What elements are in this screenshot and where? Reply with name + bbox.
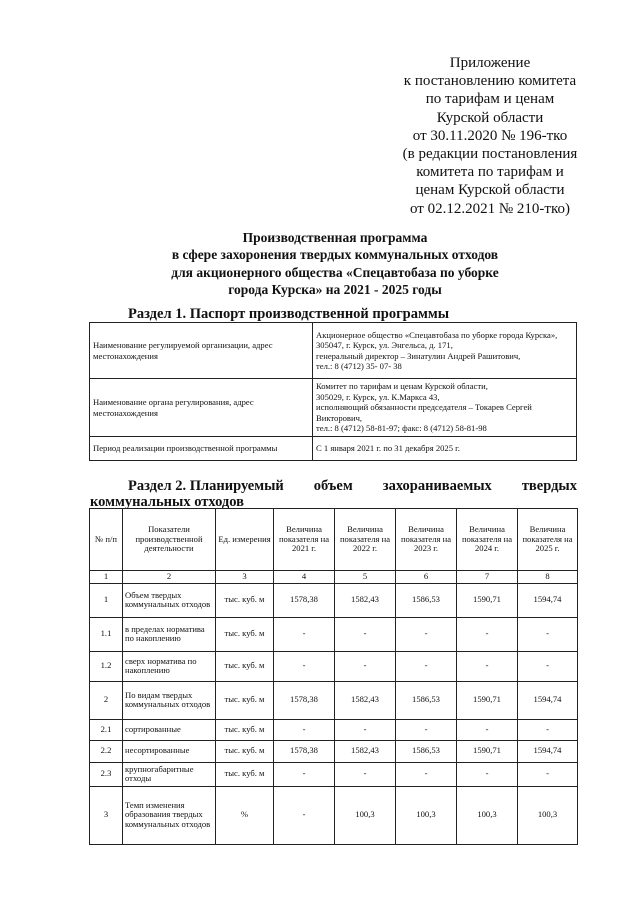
passport-label: Наименование органа регулирования, адрес местонахождения [90,379,313,437]
passport-value [313,323,577,379]
passport-label: Наименование регулируемой организации, адрес местонахождения [90,323,313,379]
appendix-line: комитета по тарифам и [416,164,564,181]
indicator-name: Объем твердых коммунальных отходов [123,583,216,617]
value-cell: - [335,719,396,740]
column-number: 5 [335,571,396,584]
row-number: 2.1 [90,719,123,740]
row-number: 1 [90,583,123,617]
unit-cell: тыс. куб. м [216,740,274,762]
passport-row-organization [90,323,577,379]
value-cell: 1586,53 [396,583,457,617]
column-number: 8 [518,571,578,584]
title-line: города Курска» на 2021 - 2025 годы [228,281,442,297]
value-cell: 1582,43 [335,681,396,719]
indicator-name: сортированные [123,719,216,740]
table-row [90,681,578,719]
value-cell: 1578,38 [274,681,335,719]
column-header: Величина показателя на 2021 г. [274,509,335,571]
section2-heading-line: коммунальных отходов [90,494,244,510]
column-number-row [90,571,578,584]
table-header-row [90,509,578,571]
passport-value-line: Акционерное общество «Спецавтобаза по уборке города Курска», [316,329,558,340]
value-cell: - [274,762,335,786]
title-line: Производственная программа [242,230,428,245]
column-number: 2 [123,571,216,584]
section2-heading-word: захораниваемых [382,478,492,494]
value-cell: - [457,617,518,651]
passport-value [313,437,577,461]
indicator-name: крупногабаритные отходы [123,762,216,786]
appendix-line: Курской области [436,109,544,126]
appendix-line: к постановлению комитета [403,73,577,90]
column-header: Величина показателя на 2023 г. [396,509,457,571]
value-cell: - [335,651,396,681]
passport-value-line: 305047, г. Курск, ул. Энгельса, д. 171, [316,340,453,351]
value-cell: 1590,71 [457,681,518,719]
section2-heading-line [90,478,577,494]
value-cell: - [518,651,578,681]
indicator-name: сверх норматива по накоплению [123,651,216,681]
indicator-name: По видам твердых коммунальных отходов [123,681,216,719]
section2-heading-word: Раздел 2. Планируемый [128,478,284,494]
value-cell: - [457,651,518,681]
row-number: 2.3 [90,762,123,786]
table-row [90,740,578,762]
row-number: 3 [90,786,123,844]
section2-heading [90,478,577,510]
section2-heading-word: твердых [521,478,577,494]
title-line: для акционерного общества «Спецавтобаза по уборке [171,264,499,280]
row-number: 2 [90,681,123,719]
value-cell: - [396,719,457,740]
column-number: 7 [457,571,518,584]
title-line: в сфере захоронения твердых коммунальных отходов [171,247,499,263]
passport-value-line: Комитет по тарифам и ценам Курской области, [316,381,488,392]
passport-table [89,322,577,461]
indicator-name: Темп изменения образования твердых коммунальных отходов [123,786,216,844]
passport-row-regulator [90,379,577,437]
appendix-line: от 02.12.2021 № 210-тко) [410,200,570,217]
value-cell: - [457,762,518,786]
section2-heading-word: объем [313,478,353,494]
value-cell: 1594,74 [518,681,578,719]
table-row [90,762,578,786]
value-cell: - [518,617,578,651]
column-header: № п/п [90,509,123,571]
passport-value-line: С 1 января 2021 г. по 31 декабря 2025 г. [316,443,460,454]
passport-value [313,379,577,437]
indicator-name: несортированные [123,740,216,762]
appendix-line: Приложение [449,55,531,71]
value-cell: - [274,719,335,740]
value-cell: - [274,786,335,844]
value-cell: 1578,38 [274,740,335,762]
row-number: 2.2 [90,740,123,762]
table-row [90,583,578,617]
column-header: Показатели производственной деятельности [123,509,216,571]
value-cell: - [396,762,457,786]
passport-value-line: генеральный директор – Зинатулин Андрей Рашитович, [316,350,521,361]
unit-cell: тыс. куб. м [216,651,274,681]
value-cell: 1586,53 [396,740,457,762]
value-cell: 1590,71 [457,740,518,762]
value-cell: 100,3 [335,786,396,844]
column-header: Величина показателя на 2025 г. [518,509,578,571]
document-title [90,229,580,298]
value-cell: 100,3 [518,786,578,844]
column-number: 4 [274,571,335,584]
value-cell: - [274,617,335,651]
column-header: Величина показателя на 2024 г. [457,509,518,571]
passport-row-period [90,437,577,461]
indicator-name: в пределах норматива по накоплению [123,617,216,651]
appendix-block [370,54,610,218]
value-cell: 1586,53 [396,681,457,719]
value-cell: 100,3 [457,786,518,844]
appendix-line: от 30.11.2020 № 196-тко [412,127,568,144]
table-row [90,617,578,651]
unit-cell: % [216,786,274,844]
value-cell: 1582,43 [335,740,396,762]
table-row [90,719,578,740]
value-cell: - [518,762,578,786]
value-cell: - [396,651,457,681]
appendix-line: ценам Курской области [415,182,565,199]
column-number: 3 [216,571,274,584]
table-row [90,651,578,681]
row-number: 1.1 [90,617,123,651]
value-cell: - [518,719,578,740]
appendix-line: (в редакции постановления [402,146,578,163]
value-cell: 1582,43 [335,583,396,617]
unit-cell: тыс. куб. м [216,681,274,719]
section1-heading: Раздел 1. Паспорт производственной программы [128,306,450,322]
unit-cell: тыс. куб. м [216,617,274,651]
passport-value-line: тел.: 8 (4712) 58-81-97; факс: 8 (4712) 58-81-98 [316,423,487,434]
value-cell: - [274,651,335,681]
value-cell: 100,3 [396,786,457,844]
passport-label: Период реализации производственной программы [90,437,313,461]
value-cell: 1594,74 [518,583,578,617]
column-number: 1 [90,571,123,584]
passport-value-line: 305029, г. Курск, ул. К.Маркса 43, [316,391,440,402]
value-cell: - [335,617,396,651]
appendix-line: по тарифам и ценам [425,91,555,108]
column-number: 6 [396,571,457,584]
passport-value-line: исполняющий обязанности председателя – Токарев Сергей Викторович, [316,402,532,423]
passport-value-line: тел.: 8 (4712) 35- 07- 38 [316,360,402,371]
value-cell: - [396,617,457,651]
value-cell: - [335,762,396,786]
unit-cell: тыс. куб. м [216,719,274,740]
unit-cell: тыс. куб. м [216,583,274,617]
column-header: Ед. измерения [216,509,274,571]
value-cell: 1578,38 [274,583,335,617]
value-cell: 1594,74 [518,740,578,762]
waste-volume-table [89,508,578,845]
table-row [90,786,578,844]
value-cell: - [457,719,518,740]
unit-cell: тыс. куб. м [216,762,274,786]
value-cell: 1590,71 [457,583,518,617]
column-header: Величина показателя на 2022 г. [335,509,396,571]
row-number: 1.2 [90,651,123,681]
